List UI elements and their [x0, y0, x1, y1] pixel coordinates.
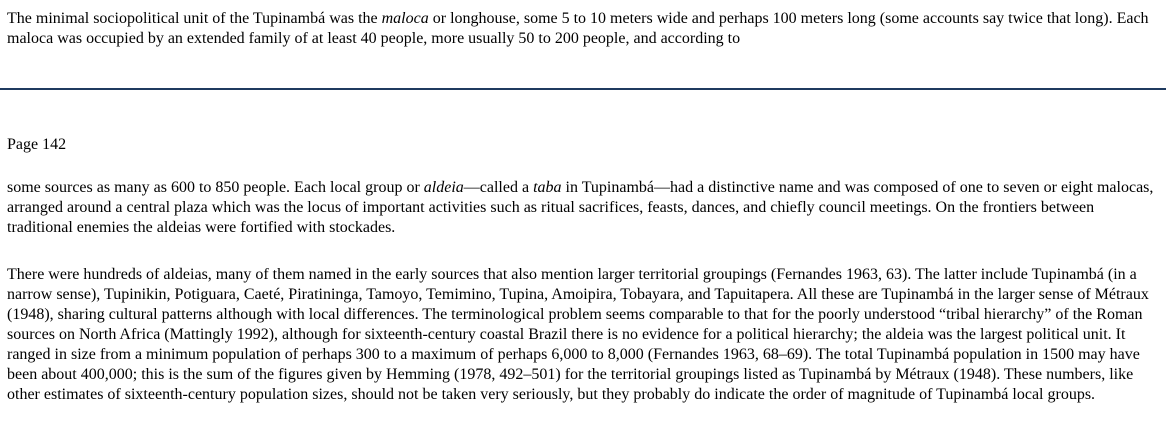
page-break-rule [0, 88, 1166, 90]
paragraph-top-italic-maloca: maloca [381, 10, 429, 27]
paragraph-continued-text-2: —called a [463, 179, 534, 196]
paragraph-continued-text-3: in Tupinambá—had a distinctive name and was composed of one to seven or eight malocas, arranged around a central plaza which was the locus of important activities such as ritual sacrifices, feasts, dances, and chiefly council meetings. On the frontiers between traditional enemies the aldeias were fortified with stockades. [7, 179, 1154, 236]
paragraph-top [7, 9, 1157, 49]
paragraph-continued [7, 178, 1157, 238]
paragraph-top-text-1: The minimal sociopolitical unit of the Tupinambá was the [7, 10, 382, 27]
paragraph-top-text-2: or longhouse, some 5 to 10 meters wide and perhaps 100 meters long (some accounts say twice that long). Each maloca was occupied by an extended family of at least 40 people, more usually 50 to 200 people, and according to [7, 10, 1149, 47]
paragraph-continued-italic-taba: taba [533, 179, 562, 196]
paragraph-aldeias: There were hundreds of aldeias, many of them named in the early sources that also mention larger territorial groupings (Fernandes 1963, 63). The latter include Tupinambá (in a narrow sense), Tupinikin, Potiguara, Caeté, Piratininga, Tamoyo, Temimino, Tupina, Amoipira, Tobayara, and Tapuitapera. All these are Tupinambá in the larger sense of Métraux (1948), sharing cultural patterns although with local differences. The terminological problem seems comparable to that for the poorly understood “tribal hierarchy” of the Roman sources on North Africa (Mattingly 1992), although for sixteenth-century coastal Brazil there is no evidence for a political hierarchy; the aldeia was the largest political unit. It ranged in size from a minimum population of perhaps 300 to a maximum of perhaps 6,000 to 8,000 (Fernandes 1963, 68–69). The total Tupinambá population in 1500 may have been about 400,000; this is the sum of the figures given by Hemming (1978, 492–501) for the territorial groupings listed as Tupinambá by Métraux (1948). These numbers, like other estimates of sixteenth-century population sizes, should not be taken very seriously, but they probably do indicate the order of magnitude of Tupinambá local groups. [7, 266, 1149, 403]
paragraph-continued-text-1: some sources as many as 600 to 850 people. Each local group or [7, 179, 424, 196]
paragraph-continued-italic-aldeia: aldeia [423, 179, 464, 196]
page-number: Page 142 [7, 136, 67, 153]
